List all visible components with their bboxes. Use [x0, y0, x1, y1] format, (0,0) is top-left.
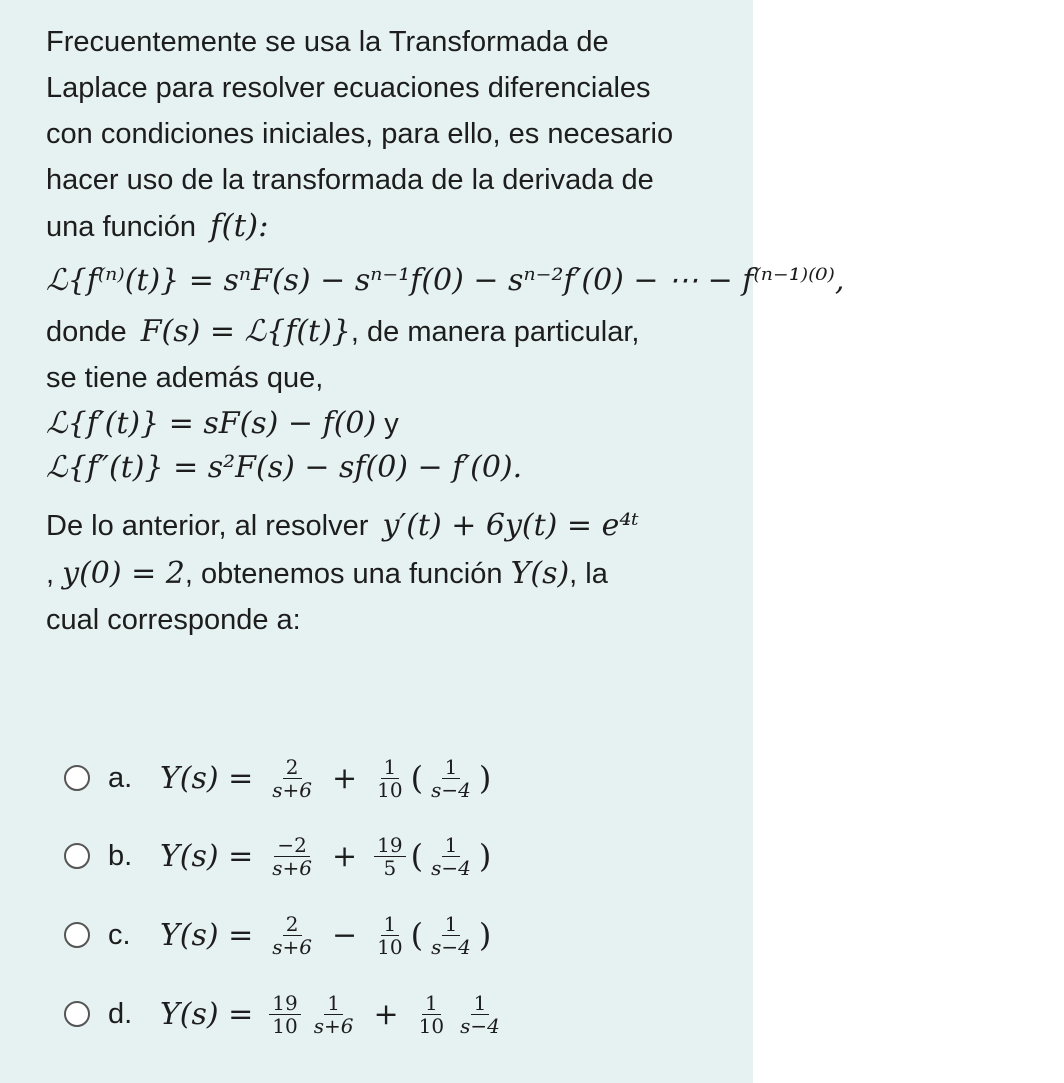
donde-text: donde [46, 316, 127, 348]
option-b-frac-1: $\frac{-2}{s+6}$ [272, 832, 313, 880]
radio-c[interactable] [64, 922, 90, 948]
donde-math: F(s) = ℒ{f(t)} [140, 314, 351, 349]
condition-math: y(0) = 2 [62, 556, 185, 591]
condition-lead: , [46, 558, 63, 590]
formula-first-tail: y [376, 408, 399, 440]
question-line-1: Frecuentemente se usa la Transformada de [46, 26, 609, 58]
line5-text: una función [46, 211, 196, 243]
de-lo-text: De lo anterior, al resolver [46, 510, 369, 542]
option-a-paren-close: ) [478, 759, 492, 797]
option-a-frac-2: $\frac{1}{10}$ [377, 754, 403, 802]
formula-second: ℒ{f″(t)} = s²F(s) − sf(0) − f′(0). [46, 450, 523, 485]
option-c-frac-3: $\frac{1}{s-4}$ [431, 911, 471, 959]
formula-first: ℒ{f′(t)} = sF(s) − f(0) [46, 406, 377, 441]
radio-b[interactable] [64, 843, 90, 869]
option-c-lhs: Y(s) = [160, 917, 254, 953]
condition-math-2: Y(s) [510, 556, 570, 591]
option-d[interactable] [64, 984, 508, 1044]
condition-tail: , la [569, 558, 608, 590]
option-a-frac-1: $\frac{2}{s+6}$ [272, 754, 313, 802]
radio-d[interactable] [64, 1001, 90, 1027]
option-d-expression [160, 992, 508, 1037]
formula-general: ℒ{f⁽ⁿ⁾(t)} = sⁿF(s) − sⁿ⁻¹f(0) − sⁿ⁻²f′(0) − ⋯ − f⁽ⁿ⁻¹⁾⁽⁰⁾, [46, 263, 845, 298]
option-a-label: a. [108, 761, 133, 794]
option-b-lhs: Y(s) = [160, 838, 254, 874]
donde-line [46, 309, 639, 355]
option-d-frac-1b: $\frac{1}{s+6}$ [313, 990, 354, 1038]
option-d-label: d. [108, 997, 133, 1030]
option-b-expression [160, 834, 491, 879]
option-c-expression [160, 913, 491, 958]
option-a[interactable] [64, 748, 491, 808]
option-a-lhs: Y(s) = [160, 760, 254, 796]
formula-first-line [46, 401, 399, 447]
option-c-paren-open: ( [410, 916, 424, 954]
condition-line [46, 551, 608, 597]
option-d-lhs: Y(s) = [160, 996, 254, 1032]
option-d-frac-3: $\frac{1}{s-4}$ [460, 990, 500, 1038]
de-lo-line [46, 503, 639, 549]
option-b-frac-3: $\frac{1}{s-4}$ [431, 832, 471, 880]
option-c-label: c. [108, 918, 131, 951]
option-d-frac-2: $\frac{1}{10}$ [418, 990, 445, 1038]
question-line-2: Laplace para resolver ecuaciones diferenciales [46, 72, 651, 104]
question-last-line: cual corresponde a: [46, 604, 301, 636]
option-a-operator: + [332, 760, 358, 796]
option-a-frac-3: $\frac{1}{s-4}$ [431, 754, 471, 802]
option-a-expression [160, 756, 491, 801]
se-tiene-line: se tiene además que, [46, 362, 324, 394]
radio-a[interactable] [64, 765, 90, 791]
option-c-frac-2: $\frac{1}{10}$ [377, 911, 403, 959]
option-c-frac-1: $\frac{2}{s+6}$ [272, 911, 313, 959]
option-b-label: b. [108, 839, 133, 872]
option-b[interactable] [64, 826, 491, 886]
question-line-3: con condiciones iniciales, para ello, es necesario [46, 118, 674, 150]
option-b-operator: + [332, 838, 358, 874]
donde-tail: , de manera particular, [350, 316, 640, 348]
option-b-paren-close: ) [478, 837, 492, 875]
question-line-4: hacer uso de la transformada de la derivada de [46, 164, 654, 196]
option-a-paren-open: ( [410, 759, 424, 797]
option-c-paren-close: ) [478, 916, 492, 954]
option-c[interactable] [64, 905, 491, 965]
condition-text: , obtenemos una función [184, 558, 503, 590]
option-c-operator: − [332, 917, 358, 953]
option-d-operator: + [373, 996, 399, 1032]
line5-math: f(t): [210, 208, 269, 244]
option-b-paren-open: ( [410, 837, 424, 875]
option-d-frac-1: $\frac{19}{10}$ [269, 992, 300, 1037]
de-lo-math: y′(t) + 6y(t) = e⁴ᵗ [382, 508, 639, 543]
option-b-frac-2: $\frac{19}{5}$ [374, 834, 405, 879]
question-line-5 [46, 203, 269, 250]
page-background [753, 0, 1064, 1083]
